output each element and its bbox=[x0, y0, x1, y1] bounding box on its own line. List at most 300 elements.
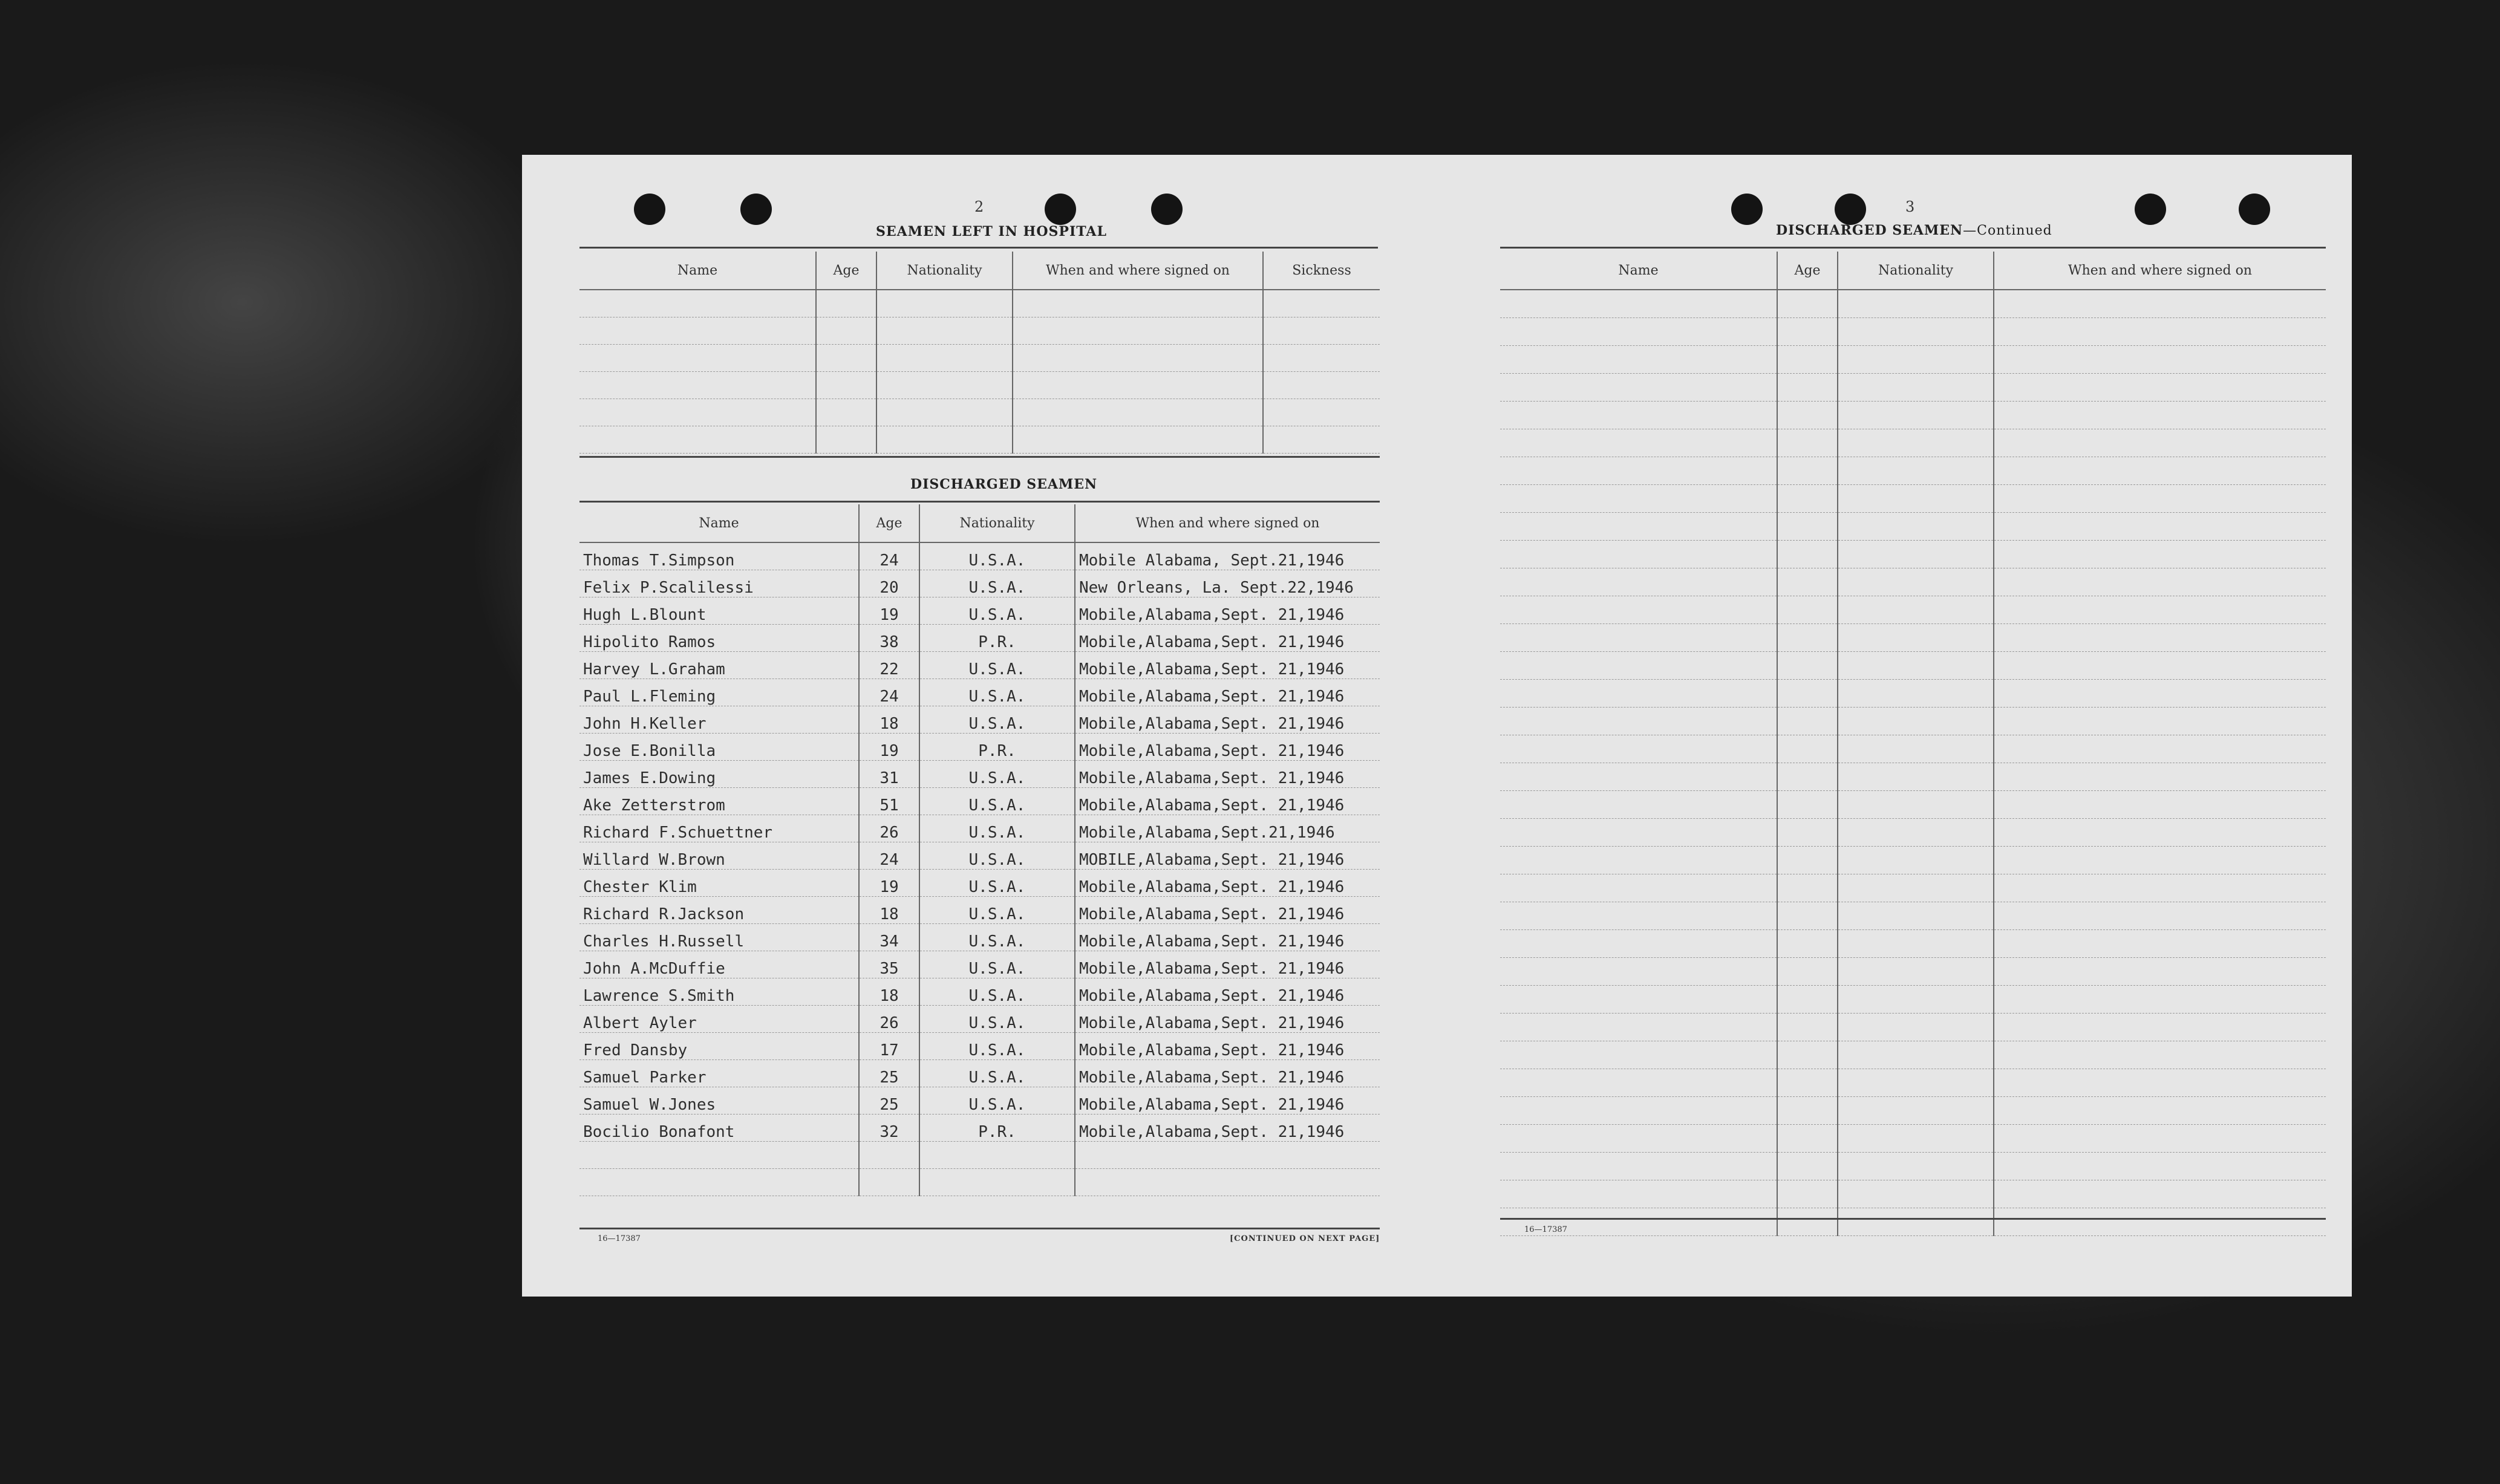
seaman-name: Harvey L.Graham bbox=[579, 652, 859, 679]
blank-cell bbox=[1777, 791, 1838, 819]
blank-cell bbox=[1500, 986, 1777, 1014]
blank-cell bbox=[1500, 652, 1777, 680]
seaman-nationality: U.S.A. bbox=[919, 842, 1075, 870]
seaman-age: 25 bbox=[859, 1060, 919, 1087]
blank-cell bbox=[919, 1169, 1075, 1196]
seaman-nationality: U.S.A. bbox=[919, 597, 1075, 625]
blank-cell bbox=[859, 1142, 919, 1169]
seaman-age: 24 bbox=[859, 542, 919, 570]
table-row bbox=[579, 1033, 1380, 1060]
blank-cell bbox=[1500, 1153, 1777, 1180]
seaman-nationality: U.S.A. bbox=[919, 788, 1075, 815]
continued-header-name: Name bbox=[1500, 252, 1777, 290]
blank-row bbox=[1500, 652, 2326, 680]
table-row bbox=[579, 897, 1380, 924]
blank-cell bbox=[1777, 290, 1838, 318]
seaman-signed-on: Mobile,Alabama,Sept. 21,1946 bbox=[1075, 788, 1380, 815]
blank-cell bbox=[1500, 763, 1777, 791]
blank-cell bbox=[1994, 902, 2326, 930]
blank-cell bbox=[1838, 680, 1994, 708]
blank-cell bbox=[1777, 680, 1838, 708]
seaman-signed-on: Mobile,Alabama,Sept. 21,1946 bbox=[1075, 1115, 1380, 1142]
blank-cell bbox=[1838, 457, 1994, 485]
seaman-age: 26 bbox=[859, 1006, 919, 1033]
blank-cell bbox=[1500, 791, 1777, 819]
seaman-nationality: U.S.A. bbox=[919, 706, 1075, 734]
blank-cell bbox=[1777, 986, 1838, 1014]
table-row bbox=[579, 706, 1380, 734]
seaman-nationality: P.R. bbox=[919, 734, 1075, 761]
blank-cell bbox=[1994, 1125, 2326, 1153]
blank-cell bbox=[1500, 318, 1777, 346]
blank-cell bbox=[876, 290, 1013, 317]
seaman-signed-on: Mobile,Alabama,Sept. 21,1946 bbox=[1075, 924, 1380, 951]
seaman-nationality: U.S.A. bbox=[919, 652, 1075, 679]
hospital-header-sickness: Sickness bbox=[1263, 252, 1380, 290]
blank-row bbox=[579, 426, 1380, 454]
blank-cell bbox=[579, 399, 816, 426]
page-number-left: 2 bbox=[974, 198, 984, 215]
blank-row bbox=[1500, 596, 2326, 624]
hospital-header-age: Age bbox=[816, 252, 876, 290]
blank-row bbox=[1500, 429, 2326, 457]
seaman-nationality: U.S.A. bbox=[919, 815, 1075, 842]
blank-cell bbox=[1013, 317, 1263, 345]
blank-cell bbox=[1994, 402, 2326, 429]
seaman-age: 32 bbox=[859, 1115, 919, 1142]
punch-hole bbox=[1045, 194, 1076, 225]
seaman-signed-on: Mobile,Alabama,Sept. 21,1946 bbox=[1075, 870, 1380, 897]
seaman-name: Paul L.Fleming bbox=[579, 679, 859, 706]
blank-cell bbox=[1500, 374, 1777, 402]
blank-cell bbox=[1777, 513, 1838, 541]
punch-hole bbox=[1731, 194, 1763, 225]
seaman-age: 51 bbox=[859, 788, 919, 815]
blank-cell bbox=[1994, 735, 2326, 763]
seaman-nationality: P.R. bbox=[919, 625, 1075, 652]
blank-cell bbox=[876, 317, 1013, 345]
heading-rule bbox=[579, 501, 1380, 503]
blank-cell bbox=[1777, 318, 1838, 346]
blank-cell bbox=[1838, 763, 1994, 791]
table-row bbox=[579, 870, 1380, 897]
seaman-age: 19 bbox=[859, 597, 919, 625]
blank-cell bbox=[1075, 1169, 1380, 1196]
seaman-age: 26 bbox=[859, 815, 919, 842]
blank-cell bbox=[1838, 791, 1994, 819]
blank-cell bbox=[1777, 708, 1838, 735]
blank-row bbox=[579, 399, 1380, 426]
blank-cell bbox=[1777, 1041, 1838, 1069]
blank-cell bbox=[1994, 1097, 2326, 1125]
blank-cell bbox=[1838, 1069, 1994, 1097]
blank-cell bbox=[1994, 930, 2326, 958]
blank-row bbox=[1500, 402, 2326, 429]
seaman-nationality: U.S.A. bbox=[919, 1006, 1075, 1033]
table-row bbox=[579, 815, 1380, 842]
table-row bbox=[579, 679, 1380, 706]
blank-row bbox=[1500, 680, 2326, 708]
blank-cell bbox=[1838, 318, 1994, 346]
blank-row bbox=[579, 1142, 1380, 1169]
seaman-name: Chester Klim bbox=[579, 870, 859, 897]
seaman-signed-on: Mobile Alabama, Sept.21,1946 bbox=[1075, 542, 1380, 570]
blank-cell bbox=[1500, 568, 1777, 596]
seaman-age: 19 bbox=[859, 870, 919, 897]
blank-cell bbox=[579, 1142, 859, 1169]
blank-cell bbox=[1838, 374, 1994, 402]
seaman-age: 34 bbox=[859, 924, 919, 951]
blank-row bbox=[1500, 485, 2326, 513]
blank-row bbox=[579, 290, 1380, 317]
blank-cell bbox=[579, 372, 816, 399]
seaman-age: 18 bbox=[859, 897, 919, 924]
blank-cell bbox=[1263, 426, 1380, 454]
blank-cell bbox=[1838, 652, 1994, 680]
blank-cell bbox=[1838, 402, 1994, 429]
seaman-age: 18 bbox=[859, 706, 919, 734]
seaman-nationality: U.S.A. bbox=[919, 978, 1075, 1006]
blank-cell bbox=[1838, 568, 1994, 596]
seaman-nationality: U.S.A. bbox=[919, 870, 1075, 897]
seaman-name: Jose E.Bonilla bbox=[579, 734, 859, 761]
seaman-nationality: U.S.A. bbox=[919, 1033, 1075, 1060]
blank-cell bbox=[579, 345, 816, 372]
punch-hole bbox=[2239, 194, 2270, 225]
blank-cell bbox=[1994, 374, 2326, 402]
table-row bbox=[579, 1006, 1380, 1033]
blank-row bbox=[1500, 346, 2326, 374]
blank-cell bbox=[1777, 1153, 1838, 1180]
blank-cell bbox=[1838, 596, 1994, 624]
blank-cell bbox=[1777, 568, 1838, 596]
blank-cell bbox=[1013, 345, 1263, 372]
seaman-age: 24 bbox=[859, 679, 919, 706]
seaman-signed-on: Mobile,Alabama,Sept. 21,1946 bbox=[1075, 625, 1380, 652]
seaman-name: Willard W.Brown bbox=[579, 842, 859, 870]
blank-cell bbox=[1838, 513, 1994, 541]
blank-cell bbox=[876, 345, 1013, 372]
blank-row bbox=[1500, 374, 2326, 402]
blank-cell bbox=[1777, 902, 1838, 930]
seaman-name: Thomas T.Simpson bbox=[579, 542, 859, 570]
blank-row bbox=[1500, 930, 2326, 958]
blank-cell bbox=[1777, 402, 1838, 429]
seaman-name: Lawrence S.Smith bbox=[579, 978, 859, 1006]
blank-row bbox=[579, 372, 1380, 399]
blank-cell bbox=[1500, 1180, 1777, 1208]
blank-cell bbox=[1777, 457, 1838, 485]
blank-row bbox=[1500, 541, 2326, 568]
seaman-nationality: U.S.A. bbox=[919, 679, 1075, 706]
blank-cell bbox=[1994, 874, 2326, 902]
seaman-signed-on: Mobile,Alabama,Sept. 21,1946 bbox=[1075, 978, 1380, 1006]
continued-heading-suffix: —Continued bbox=[1963, 223, 2052, 238]
blank-cell bbox=[1263, 399, 1380, 426]
blank-cell bbox=[1838, 819, 1994, 847]
blank-cell bbox=[1013, 399, 1263, 426]
seaman-signed-on: Mobile,Alabama,Sept.21,1946 bbox=[1075, 815, 1380, 842]
seaman-name: Richard F.Schuettner bbox=[579, 815, 859, 842]
blank-row bbox=[1500, 847, 2326, 874]
blank-cell bbox=[816, 426, 876, 454]
seaman-name: Charles H.Russell bbox=[579, 924, 859, 951]
blank-row bbox=[1500, 1014, 2326, 1041]
blank-cell bbox=[1777, 429, 1838, 457]
seaman-signed-on: Mobile,Alabama,Sept. 21,1946 bbox=[1075, 1060, 1380, 1087]
seaman-nationality: U.S.A. bbox=[919, 542, 1075, 570]
blank-row bbox=[579, 1169, 1380, 1196]
table-row bbox=[579, 978, 1380, 1006]
punch-hole bbox=[1835, 194, 1866, 225]
discharged-heading: DISCHARGED SEAMEN bbox=[910, 477, 1098, 492]
continued-header-nationality: Nationality bbox=[1838, 252, 1994, 290]
blank-cell bbox=[1500, 429, 1777, 457]
blank-cell bbox=[1994, 958, 2326, 986]
hospital-table-bottom-rule bbox=[579, 456, 1380, 458]
blank-cell bbox=[1838, 1097, 1994, 1125]
blank-cell bbox=[1500, 624, 1777, 652]
blank-cell bbox=[1777, 874, 1838, 902]
blank-row bbox=[1500, 1097, 2326, 1125]
seaman-signed-on: Mobile,Alabama,Sept. 21,1946 bbox=[1075, 652, 1380, 679]
blank-cell bbox=[1838, 708, 1994, 735]
blank-row bbox=[1500, 1180, 2326, 1208]
seaman-age: 17 bbox=[859, 1033, 919, 1060]
table-row bbox=[579, 1115, 1380, 1142]
table-row bbox=[579, 1087, 1380, 1115]
seaman-age: 25 bbox=[859, 1087, 919, 1115]
seaman-signed-on: MOBILE,Alabama,Sept. 21,1946 bbox=[1075, 842, 1380, 870]
discharged-header-age: Age bbox=[859, 504, 919, 542]
blank-cell bbox=[1500, 290, 1777, 318]
blank-cell bbox=[1838, 1125, 1994, 1153]
blank-cell bbox=[1994, 624, 2326, 652]
blank-cell bbox=[1994, 318, 2326, 346]
seaman-signed-on: New Orleans, La. Sept.22,1946 bbox=[1075, 570, 1380, 597]
blank-cell bbox=[1777, 652, 1838, 680]
blank-cell bbox=[1994, 1069, 2326, 1097]
blank-row bbox=[1500, 763, 2326, 791]
blank-cell bbox=[1777, 485, 1838, 513]
seaman-age: 31 bbox=[859, 761, 919, 788]
blank-cell bbox=[1500, 457, 1777, 485]
blank-cell bbox=[1838, 1180, 1994, 1208]
blank-cell bbox=[1500, 819, 1777, 847]
blank-cell bbox=[1838, 1041, 1994, 1069]
table-row bbox=[579, 542, 1380, 570]
seaman-age: 19 bbox=[859, 734, 919, 761]
heading-rule bbox=[1500, 247, 2326, 249]
heading-rule bbox=[579, 247, 1378, 249]
table-row bbox=[579, 842, 1380, 870]
seaman-nationality: U.S.A. bbox=[919, 1087, 1075, 1115]
hospital-table bbox=[579, 252, 1380, 454]
blank-cell bbox=[1994, 485, 2326, 513]
hospital-header-name: Name bbox=[579, 252, 816, 290]
blank-row bbox=[1500, 1153, 2326, 1180]
form-number-left: 16—17387 bbox=[598, 1234, 641, 1243]
blank-cell bbox=[1838, 735, 1994, 763]
blank-cell bbox=[1500, 1041, 1777, 1069]
seaman-age: 35 bbox=[859, 951, 919, 978]
seaman-name: John H.Keller bbox=[579, 706, 859, 734]
seaman-signed-on: Mobile,Alabama,Sept. 21,1946 bbox=[1075, 951, 1380, 978]
blank-cell bbox=[816, 317, 876, 345]
blank-cell bbox=[1838, 930, 1994, 958]
seaman-name: Samuel W.Jones bbox=[579, 1087, 859, 1115]
seaman-nationality: U.S.A. bbox=[919, 1060, 1075, 1087]
discharged-table-bottom-rule bbox=[579, 1228, 1380, 1229]
seaman-age: 20 bbox=[859, 570, 919, 597]
blank-cell bbox=[1838, 429, 1994, 457]
seaman-name: Samuel Parker bbox=[579, 1060, 859, 1087]
blank-cell bbox=[1838, 624, 1994, 652]
blank-cell bbox=[1777, 958, 1838, 986]
blank-cell bbox=[1777, 1125, 1838, 1153]
blank-cell bbox=[1263, 290, 1380, 317]
seaman-name: Fred Dansby bbox=[579, 1033, 859, 1060]
seaman-name: Hugh L.Blount bbox=[579, 597, 859, 625]
blank-cell bbox=[1500, 541, 1777, 568]
punch-hole bbox=[1151, 194, 1183, 225]
blank-cell bbox=[1500, 708, 1777, 735]
blank-cell bbox=[816, 399, 876, 426]
seaman-nationality: U.S.A. bbox=[919, 951, 1075, 978]
blank-row bbox=[579, 345, 1380, 372]
blank-cell bbox=[1838, 958, 1994, 986]
blank-cell bbox=[1500, 958, 1777, 986]
blank-row bbox=[1500, 708, 2326, 735]
blank-cell bbox=[1777, 1208, 1838, 1236]
blank-row bbox=[1500, 568, 2326, 596]
seaman-name: Felix P.Scalilessi bbox=[579, 570, 859, 597]
blank-cell bbox=[1500, 735, 1777, 763]
discharged-table bbox=[579, 504, 1380, 1196]
table-row bbox=[579, 570, 1380, 597]
blank-cell bbox=[1777, 624, 1838, 652]
blank-row bbox=[1500, 791, 2326, 819]
seaman-nationality: U.S.A. bbox=[919, 761, 1075, 788]
seaman-nationality: U.S.A. bbox=[919, 570, 1075, 597]
blank-cell bbox=[1075, 1142, 1380, 1169]
blank-cell bbox=[1500, 346, 1777, 374]
seaman-name: Bocilio Bonafont bbox=[579, 1115, 859, 1142]
blank-cell bbox=[1838, 902, 1994, 930]
blank-row bbox=[1500, 874, 2326, 902]
blank-cell bbox=[1994, 791, 2326, 819]
discharged-header-name: Name bbox=[579, 504, 859, 542]
seaman-age: 38 bbox=[859, 625, 919, 652]
seaman-name: Richard R.Jackson bbox=[579, 897, 859, 924]
blank-cell bbox=[1994, 596, 2326, 624]
blank-row bbox=[1500, 318, 2326, 346]
blank-cell bbox=[1500, 596, 1777, 624]
punch-hole bbox=[740, 194, 772, 225]
blank-row bbox=[1500, 902, 2326, 930]
blank-cell bbox=[1263, 317, 1380, 345]
seaman-signed-on: Mobile,Alabama,Sept. 21,1946 bbox=[1075, 597, 1380, 625]
discharged-header-signed-on: When and where signed on bbox=[1075, 504, 1380, 542]
seaman-signed-on: Mobile,Alabama,Sept. 21,1946 bbox=[1075, 706, 1380, 734]
form-number-right: 16—17387 bbox=[1524, 1225, 1567, 1234]
blank-cell bbox=[1500, 874, 1777, 902]
blank-row bbox=[1500, 958, 2326, 986]
seaman-name: Ake Zetterstrom bbox=[579, 788, 859, 815]
seaman-nationality: U.S.A. bbox=[919, 924, 1075, 951]
blank-cell bbox=[1838, 1208, 1994, 1236]
seaman-age: 24 bbox=[859, 842, 919, 870]
table-row bbox=[579, 924, 1380, 951]
blank-row bbox=[1500, 513, 2326, 541]
discharged-header-nationality: Nationality bbox=[919, 504, 1075, 542]
blank-cell bbox=[1500, 513, 1777, 541]
seaman-nationality: P.R. bbox=[919, 1115, 1075, 1142]
blank-row bbox=[1500, 1041, 2326, 1069]
table-row bbox=[579, 1060, 1380, 1087]
blank-cell bbox=[1500, 680, 1777, 708]
blank-cell bbox=[1777, 346, 1838, 374]
blank-row bbox=[1500, 1069, 2326, 1097]
blank-cell bbox=[1994, 1041, 2326, 1069]
blank-cell bbox=[1500, 1097, 1777, 1125]
seaman-signed-on: Mobile,Alabama,Sept. 21,1946 bbox=[1075, 1033, 1380, 1060]
blank-cell bbox=[1994, 763, 2326, 791]
blank-cell bbox=[859, 1169, 919, 1196]
blank-cell bbox=[1500, 930, 1777, 958]
blank-cell bbox=[1994, 568, 2326, 596]
seaman-name: Albert Ayler bbox=[579, 1006, 859, 1033]
blank-row bbox=[1500, 457, 2326, 485]
blank-cell bbox=[1994, 847, 2326, 874]
blank-cell bbox=[1777, 1180, 1838, 1208]
page-number-right: 3 bbox=[1905, 198, 1915, 215]
blank-cell bbox=[1500, 485, 1777, 513]
blank-cell bbox=[1994, 652, 2326, 680]
blank-row bbox=[1500, 986, 2326, 1014]
blank-cell bbox=[1838, 485, 1994, 513]
seaman-age: 22 bbox=[859, 652, 919, 679]
document-page bbox=[522, 155, 2352, 1297]
blank-cell bbox=[1263, 372, 1380, 399]
blank-cell bbox=[1777, 1097, 1838, 1125]
blank-cell bbox=[1994, 1153, 2326, 1180]
blank-cell bbox=[1838, 847, 1994, 874]
table-row bbox=[579, 625, 1380, 652]
blank-cell bbox=[1994, 290, 2326, 318]
seaman-signed-on: Mobile,Alabama,Sept. 21,1946 bbox=[1075, 897, 1380, 924]
blank-cell bbox=[1838, 874, 1994, 902]
table-row bbox=[579, 761, 1380, 788]
blank-row bbox=[1500, 735, 2326, 763]
blank-cell bbox=[1777, 930, 1838, 958]
seaman-name: James E.Dowing bbox=[579, 761, 859, 788]
table-row bbox=[579, 652, 1380, 679]
hospital-heading: SEAMEN LEFT IN HOSPITAL bbox=[876, 224, 1107, 239]
blank-cell bbox=[1994, 708, 2326, 735]
blank-cell bbox=[1838, 346, 1994, 374]
seaman-signed-on: Mobile,Alabama,Sept. 21,1946 bbox=[1075, 679, 1380, 706]
blank-cell bbox=[1777, 735, 1838, 763]
blank-cell bbox=[1777, 1014, 1838, 1041]
continued-table bbox=[1500, 252, 2326, 1236]
blank-cell bbox=[1013, 426, 1263, 454]
blank-cell bbox=[1777, 1069, 1838, 1097]
continued-heading bbox=[1776, 223, 2052, 238]
blank-cell bbox=[1777, 596, 1838, 624]
blank-cell bbox=[579, 1169, 859, 1196]
hospital-header-nationality: Nationality bbox=[876, 252, 1013, 290]
